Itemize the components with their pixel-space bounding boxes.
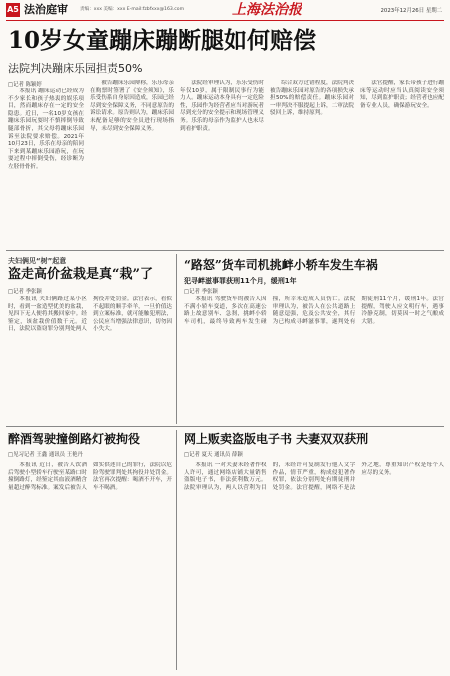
story4-text: 本报讯 近日，被告人饮酒后驾驶小型轿车行驶至某路口时撞倒路灯，经鉴定其血液酒精含量超过醉驾标准。案发后被告人如实供述自己的罪行，法院以危险驾驶罪判处其拘役并处罚金。法官再次提醒：喝酒不开车，开车不喝酒。	[8, 462, 172, 491]
story2-headline: 盗走高价盆栽是真“栽”了	[8, 267, 153, 282]
lead-column-5: 法官提醒，家长带孩子进行蹦床等运动时应当认真阅读安全须知，尽到监护职责；经营者也应配备专业人员，确保游玩安全。	[360, 80, 444, 109]
page-number: A5	[7, 5, 19, 14]
story3-headline: “路怒”货车司机挑衅小轿车发生车祸	[184, 258, 378, 272]
paper-name: 上海法治报	[232, 2, 302, 18]
story3-text: 本报讯 驾驶货车的被告人因不满小轿车变道，多次在高速公路上故意别车、急刹，挑衅小轿车司机，最终导致两车发生碰撞，所幸未造成人员伤亡。法院审理认为，被告人在公共道路上随意逞强，危及公共安全，其行为已构成寻衅滋事罪，遂判处有期徒刑11个月，缓刑1年。法官提醒，驾驶人应文明行车，遇事冷静克制，切莫因一时之气酿成大错。	[184, 296, 444, 325]
middle-rule	[6, 426, 444, 427]
vertical-divider-2	[176, 430, 177, 670]
lead-column-2: 被告蹦床乐园辩称，乐乐母亲在购票时签署了《安全须知》，乐乐受伤系自身原因造成，乐园已经尽到安全保障义务，不同意原告的诉讼请求。原告则认为，蹦床乐园未配备足够的安全员进行现场指导，未尽到安全保障义务。	[90, 80, 174, 132]
section-title: 法治庭审	[24, 3, 68, 16]
lead-column-3: 法院经审理认为，乐乐受伤时年仅10岁，属于限制民事行为能力人。蹦床运动本身具有一定危险性，乐园作为经营者应当对游玩者尽到充分的安全提示和现场管理义务。乐乐的母亲作为监护人也未尽到看护职责。	[180, 80, 264, 132]
story4-byline: □见习记者 王鑫 通讯员 王艳丹	[8, 452, 83, 458]
editor-line: 责编：xxx 美编：xxx E-mail:fzbfxxx@163.com	[80, 7, 185, 12]
lead-column-1: 本报讯 蹦床运动已经成为不少家长和孩子热衷的娱乐项目，然而蹦床存在一定的安全隐患。近日，一名10岁女孩在蹦床乐园玩耍时不慎摔倒导致腿部骨折，其父母将蹦床乐园诉至法院要求赔偿。2021年10月23日，乐乐在母亲的陪同下来到某蹦床乐园游玩，在玩耍过程中摔倒受伤，经诊断为左胫骨骨折。	[8, 88, 84, 170]
story3-byline: □记者 季张颖	[184, 289, 218, 295]
lead-subheadline: 法院判决蹦床乐园担责50%	[8, 62, 143, 75]
vertical-divider	[176, 254, 177, 424]
story2-byline: □记者 季张颖	[8, 289, 42, 295]
story2-text: 本报讯 夫妇俩路过某小区时，看到一盆造型优美的盆栽，见四下无人便将其搬回家中。经鉴定，该盆栽价值数千元。近日，法院以盗窃罪分别判处两人拘役并处罚金。法官表示，看似不起眼的顺手牵羊，一旦价值达到立案标准，就可能触犯刑法，公民应当增强法律意识，切勿因小失大。	[8, 296, 172, 333]
lead-column-4: 综合双方过错程度，法院判决被告蹦床乐园对原告的各项损失承担50%的赔偿责任。蹦床乐园对一审判决不服提起上诉，二审法院驳回上诉，维持原判。	[270, 80, 354, 117]
story4-headline: 醉酒驾驶撞倒路灯被拘役	[8, 432, 141, 446]
story3-subheadline: 犯寻衅滋事罪获刑11个月，缓刑1年	[184, 277, 297, 285]
story5-headline: 网上贩卖盗版电子书 夫妻双双获刑	[184, 432, 369, 446]
story5-text: 本报讯 一对夫妻未经著作权人许可，通过网络店铺大量销售盗版电子书，非法获利数万元。法院审理认为，两人以营利为目的，未经许可复制发行他人文字作品，情节严重，构成侵犯著作权罪，依法分别判处有期徒刑并处罚金。法官提醒，网络不是法外之地，尊重知识产权是每个人应尽的义务。	[184, 462, 444, 491]
masthead	[0, 0, 450, 22]
lead-headline: 10岁女童蹦床蹦断腿如何赔偿	[8, 27, 317, 54]
story2-kicker: 夫妇俩见“树”起意	[8, 257, 67, 265]
page-number-badge	[6, 3, 20, 17]
lead-bottom-rule	[6, 250, 444, 251]
issue-date: 2023年12月26日 星期二	[380, 8, 442, 14]
story5-byline: □记者 夏天 通讯员 薛颖	[184, 452, 243, 458]
lead-byline: □记者 陈颖婷	[8, 82, 42, 88]
masthead-rule	[6, 20, 444, 21]
